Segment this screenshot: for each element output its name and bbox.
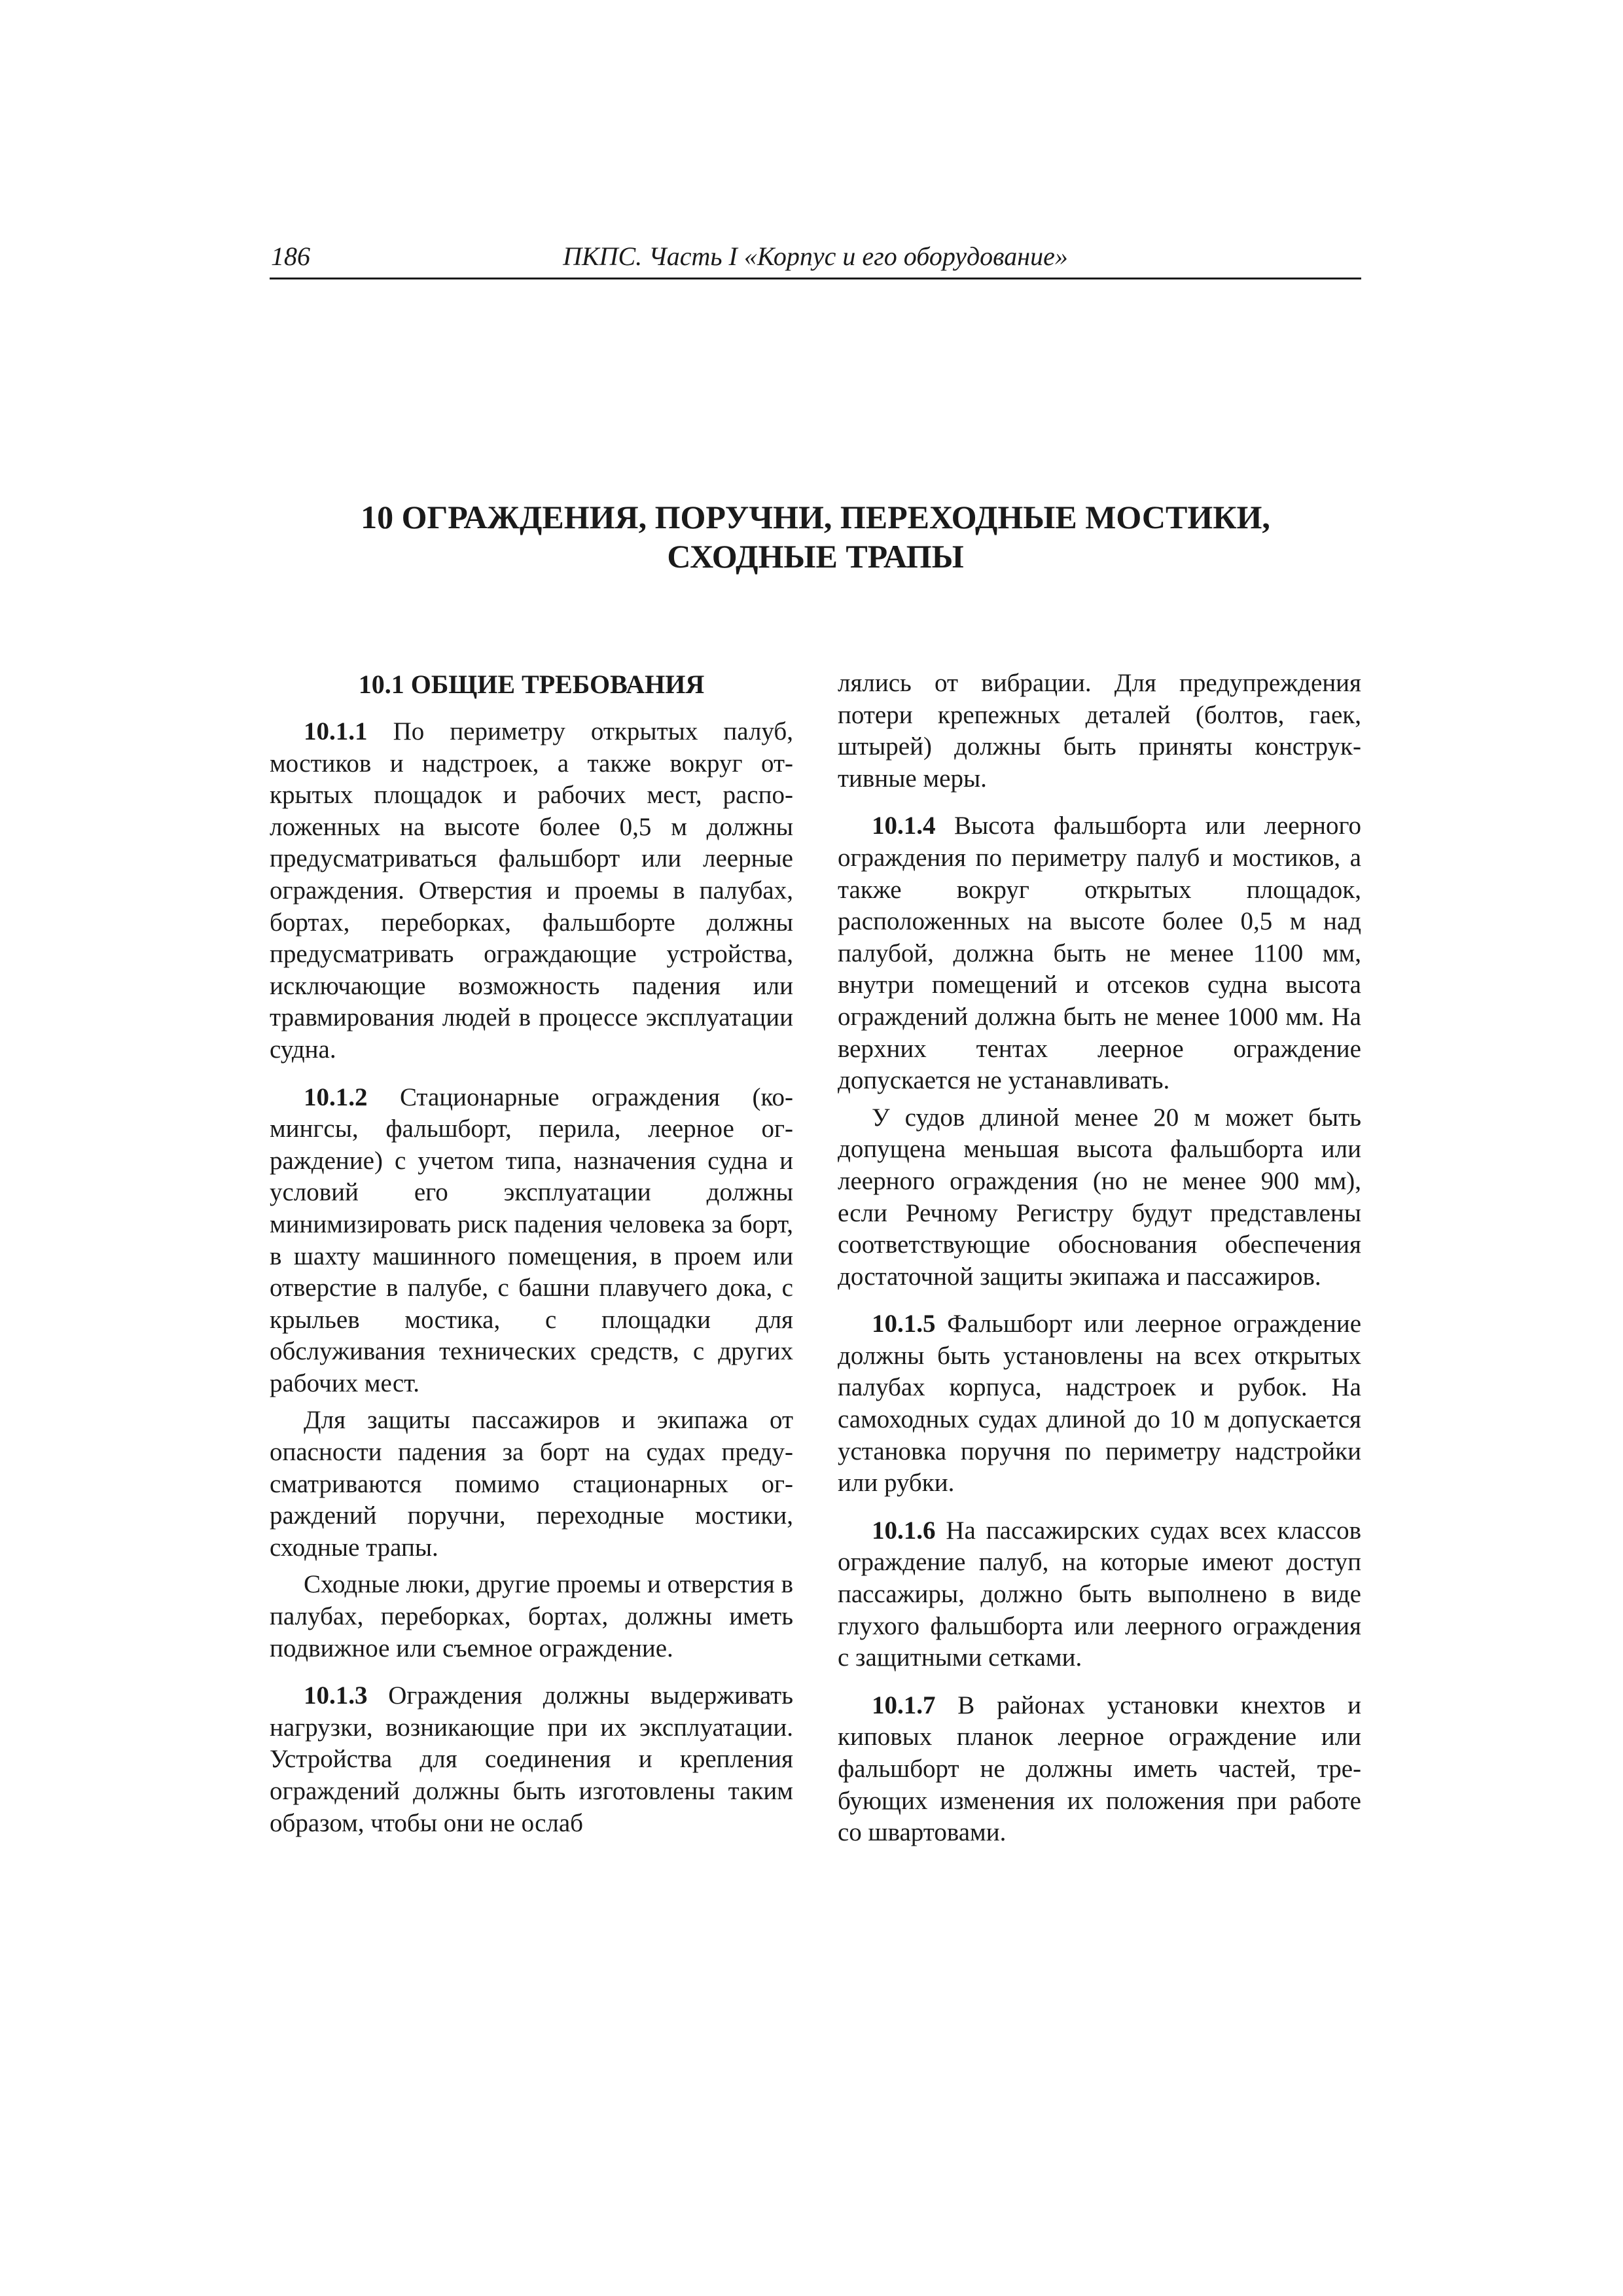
paragraph-10-1-2-passengers: Для защиты пассажиров и экипажа от опасности падения за борт на судах предусматриваются помимо стационарных ограждений поручни, переходные мостики, сходные трапы.: [270, 1406, 793, 1562]
right-column: [838, 668, 1361, 1849]
chapter-title: [270, 497, 1361, 576]
clause-number: 10.1.1: [304, 717, 368, 745]
clause-text: В районах установки кнехтов и киповых планок леерное ограждение или фальшборт не должны иметь частей, требующих изменения их положения при работе со швартовами.: [838, 1691, 1361, 1847]
clause-number: 10.1.6: [872, 1516, 936, 1545]
page-number: 186: [271, 242, 310, 271]
clause-text: На пассажирских судах всех классов ограждение палуб, на которые имеют доступ пассажиры, должно быть выполнено в виде глухого фальшборта или леерного ограждения с защитными сетками.: [838, 1516, 1361, 1672]
paragraph-10-1-7: [838, 1690, 1361, 1849]
clause-number: 10.1.4: [872, 812, 936, 840]
paragraph-10-1-3-continuation: лялись от вибрации. Для предупреждения потери крепежных деталей (болтов, гаек, штырей) должны быть приняты конструктивные меры.: [838, 669, 1361, 793]
page-header: [270, 241, 1361, 279]
paragraph-10-1-2: [270, 1082, 793, 1400]
clause-number: 10.1.5: [872, 1310, 936, 1338]
paragraph-10-1-4-small-vessels: У судов длиной менее 20 м может быть допущена меньшая высота фальшборта или леерного ограждения (но не менее 900 мм), если Речному Регистру будут представлены соответствующие обоснования обеспечения достаточной защиты экипажа и пассажиров.: [838, 1103, 1361, 1291]
clause-text: Стационарные ограждения (комингсы, фальшборт, перила, леерное ограждение) с учетом типа, назначения судна и условий его эксплуатации должны минимизировать риск падения человека за борт, в шахту машинного помещения, в проем или отверстие в палубе, с башни плавучего дока, с крыльев мостика, с площадки для обслуживания технических средств, с других рабочих мест.: [270, 1083, 793, 1397]
running-title: ПКПС. Часть I «Корпус и его оборудование»: [563, 242, 1068, 271]
paragraph-10-1-5: [838, 1308, 1361, 1499]
clause-number: 10.1.3: [304, 1681, 368, 1710]
paragraph-10-1-1: [270, 716, 793, 1066]
clause-number: 10.1.7: [872, 1691, 936, 1719]
clause-text: По периметру открытых палуб, мостиков и надстроек, а также вокруг открытых площадок и рабочих мест, расположенных на высоте более 0,5 м должны предусматриваться фальшборт или леерные ограждения. Отверстия и проемы в палубах, бортах, переборках, фальшборте должны предусматривать ограждающие устройства, исключающие возможность падения или травмирования людей в процессе эксплуатации судна.: [270, 717, 793, 1064]
left-column: [270, 668, 793, 1839]
clause-text: Высота фальшборта или леерного ограждения по периметру палуб и мостиков, а также вокруг открытых площадок, расположенных на высоте более 0,5 м над палубой, должна быть не менее 1100 мм, внутри помещений и отсеков судна высота ограждений должна быть не менее 1000 мм. На верхних тентах леерное ограждение допускается не устанавливать.: [838, 812, 1361, 1095]
chapter-title-line-1: 10 ОГРАЖДЕНИЯ, ПОРУЧНИ, ПЕРЕХОДНЫЕ МОСТИКИ,: [361, 499, 1270, 535]
section-title: 10.1 ОБЩИЕ ТРЕБОВАНИЯ: [358, 670, 705, 699]
clause-number: 10.1.2: [304, 1083, 368, 1111]
clause-text: Ограждения должны выдерживать нагрузки, возникающие при их эксплуатации. Устройства для соединения и крепления ограждений должны быть изготовлены таким образом, чтобы они не ослаб: [270, 1681, 793, 1837]
paragraph-10-1-3: [270, 1680, 793, 1839]
paragraph-10-1-4: [838, 810, 1361, 1096]
paragraph-10-1-6: [838, 1515, 1361, 1674]
clause-text: Фальшборт или леерное ограждение должны быть установлены на всех открытых палубах корпуса, надстроек и рубок. На самоходных судах длиной до 10 м допускается установка поручня по периметру надстройки или рубки.: [838, 1310, 1361, 1498]
chapter-title-line-2: СХОДНЫЕ ТРАПЫ: [667, 538, 964, 575]
paragraph-10-1-2-hatches: Сходные люки, другие проемы и отверстия в палубах, переборках, бортах, должны иметь подвижное или съемное ограждение.: [270, 1570, 793, 1662]
